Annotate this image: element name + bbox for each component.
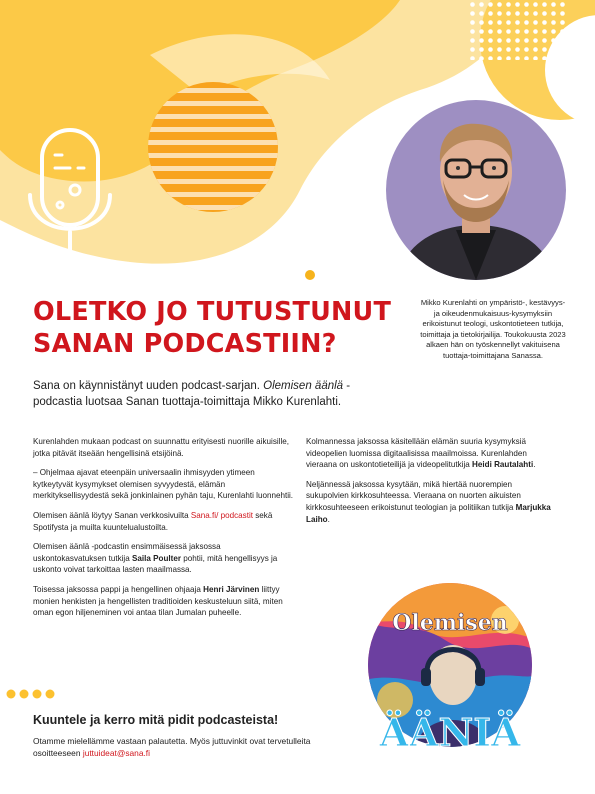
paragraph-text: . [533,460,536,470]
paragraph-text: pohtii, mitä hengellisyys ja uskonto voivat tarkoittaa lasten maailmassa. [33,553,278,575]
paragraph-text: liittyy monien henkisten ja hengellisten traditioiden keskusteluun siitä, miten oman egon hiljeneminen voi antaa tilan Jumalan puheelle. [33,584,283,618]
paragraph-text: sekä Spotifysta ja muilta kuuntelualustoilta. [33,510,273,532]
paragraph [33,510,295,533]
headline [33,296,393,360]
lead-paragraph [33,378,378,410]
headline-line-2: SANAN PODCASTIIN? [33,329,337,359]
paragraph-text: Neljännessä jaksossa kysytään, mikä hiertää nuorempien sukupolvien kirkkosuhteessa. Vieraana on nuorten aikuisten kirkkosuhteeseen erikoistunut teologian ja politiikan tutkija [306,479,521,512]
portrait-photo [386,100,566,280]
dots-decoration [5,688,65,700]
headline-line-1: OLETKO JO TUTUSTUNUT [33,297,392,327]
paragraph [33,584,295,619]
podcast-cover [365,580,535,750]
body-column-1 [33,436,295,627]
paragraph: – Ohjelmaa ajavat eteenpäin universaalin ihmisyyden ytimeen kytkeytyvät kysymykset olemisen syvyydestä, elämän merkityksellisyydestä sekä jonkinlainen pyhän taju, Kurenlahti luonnehtii. [33,468,294,501]
email-link[interactable]: juttuideat@sana.fi [82,748,150,758]
cover-title-top: Olemisen [392,610,508,636]
feedback-text: Otamme mielellämme vastaan palautetta. Myös juttuvinkit ovat tervetulleita osoitteeseen [33,736,311,758]
lead-series-name: Olemisen äänlä [263,380,344,392]
paragraph-text: Toisessa jaksossa pappi ja hengellinen ohjaaja [33,584,204,594]
podcast-cover-art [365,580,535,750]
paragraph-text: . [327,514,330,524]
guest-name: Saila Poulter [131,553,182,563]
paragraph [306,436,556,471]
paragraph-text: Olemisen äänlä löytyy Sanan verkkosivuilta [33,510,191,520]
body-column-2 [306,436,556,533]
portrait-illustration [386,100,566,280]
lead-text-2: -podcastia luotsaa Sanan tuottaja-toimittaja Mikko Kurenlahti. [33,380,351,408]
guest-name: Henri Järvinen [203,584,260,594]
paragraph [306,479,556,525]
lead-text-1: Sana on käynnistänyt uuden podcast-sarjan. [33,380,264,392]
paragraph-text: Kolmannessa jaksossa käsitellään elämän suuria kysymyksiä videopelien luomissa digitaalisissa maailmoissa. Kurenlahden vieraana on uskontotieteilijä ja videopelitutkija [306,437,527,470]
guest-name: Marjukka Laiho [306,502,551,524]
feedback-body [33,735,323,759]
cover-title-bottom: ÄÄNIÄ [379,710,521,750]
paragraph [33,541,295,576]
feedback-title: Kuuntele ja kerro mitä pidit podcasteista! [33,713,279,727]
podcast-link[interactable]: Sana.fi/ podcastit [190,510,253,520]
portrait-caption: Mikko Kurenlahti on ympäristö-, kestävyys- ja oikeudenmukaisuus-kysymyksiin erikoistunut teologi, uskontotieteen tutkija, toimittaja ja tietokirjailija. Toukokuusta 2023 alkaen hän on työskennellyt vakituisena tuottaja-toimittajana Sanassa. [420,298,566,360]
paragraph: Kurenlahden mukaan podcast on suunnattu erityisesti nuorille aikuisille, jotka pitävät itseään hengellisinä etsijöinä. [33,437,290,458]
paragraph-text: Olemisen äänlä -podcastin ensimmäisessä jaksossa uskontokasvatuksen tutkija [33,542,221,563]
guest-name: Heidi Rautalahti [472,460,534,470]
